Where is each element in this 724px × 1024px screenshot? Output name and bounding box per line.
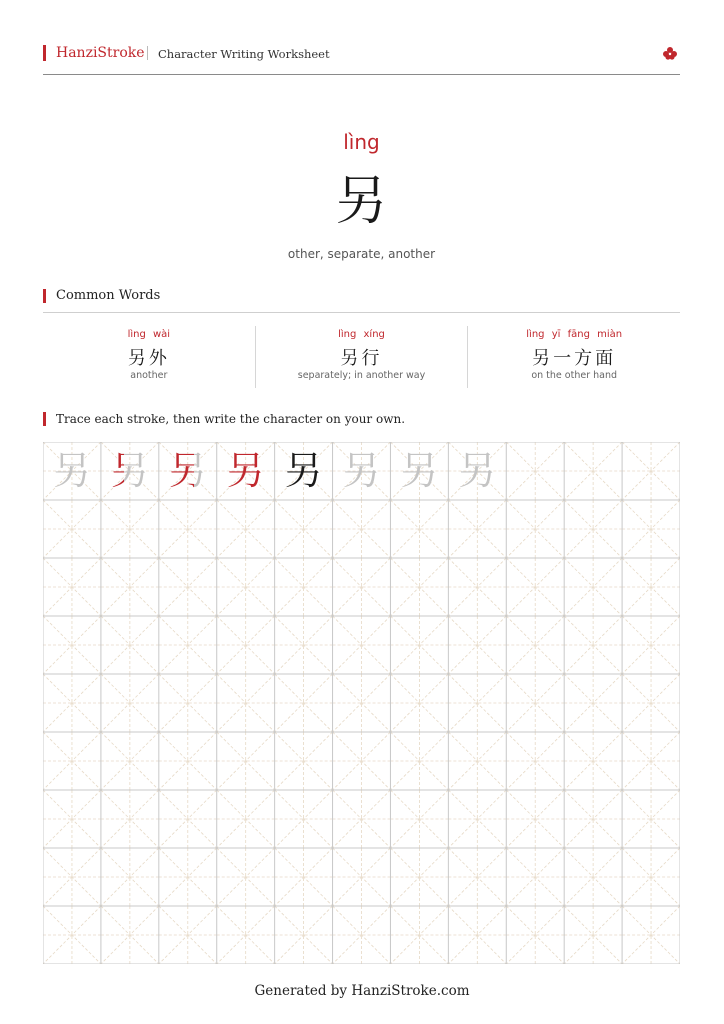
flower-logo-icon	[662, 46, 678, 60]
common-words-heading	[43, 288, 680, 313]
word-hanzi: 另外	[127, 348, 170, 369]
section-accent-bar	[43, 412, 46, 426]
practice-instruction: Trace each stroke, then write the character on your own.	[56, 412, 406, 426]
brand-name[interactable]: HanziStroke	[56, 45, 145, 61]
stroke-order-cell: 另	[284, 449, 323, 493]
header-accent-bar	[43, 45, 46, 61]
word-gloss: separately; in another way	[297, 370, 426, 381]
main-meaning: other, separate, another	[287, 247, 436, 261]
word-item	[467, 326, 680, 388]
word-item	[255, 326, 468, 388]
practice-grid	[43, 442, 680, 964]
word-hanzi: 另一方面	[532, 348, 617, 369]
main-pinyin: lìng	[343, 130, 380, 154]
word-pinyin: lìng yī fāng miàn	[526, 329, 623, 340]
trace-cell: 另	[400, 449, 439, 493]
stroke-order-cell: 另	[101, 442, 159, 500]
main-character: 另	[335, 172, 388, 232]
stroke-order-cell: 另	[159, 442, 217, 500]
word-item	[43, 326, 255, 388]
header-separator	[147, 46, 148, 60]
word-gloss: another	[130, 370, 168, 381]
word-pinyin: lìng wài	[127, 329, 171, 340]
common-words-title: Common Words	[56, 288, 161, 303]
stroke-order-cell: 另	[217, 442, 275, 500]
trace-cell: 另	[458, 449, 497, 493]
trace-cell: 另	[342, 449, 381, 493]
stroke-order-cell: 另	[43, 442, 101, 500]
worksheet-subtitle: Character Writing Worksheet	[158, 47, 330, 61]
word-gloss: on the other hand	[531, 370, 618, 381]
footer-credit: Generated by HanziStroke.com	[254, 983, 470, 999]
section-accent-bar	[43, 289, 46, 303]
common-words-list	[43, 326, 680, 388]
worksheet-header	[43, 44, 680, 75]
grid-cells	[43, 442, 680, 964]
word-hanzi: 另行	[340, 348, 383, 369]
word-pinyin: lìng xíng	[338, 329, 385, 340]
